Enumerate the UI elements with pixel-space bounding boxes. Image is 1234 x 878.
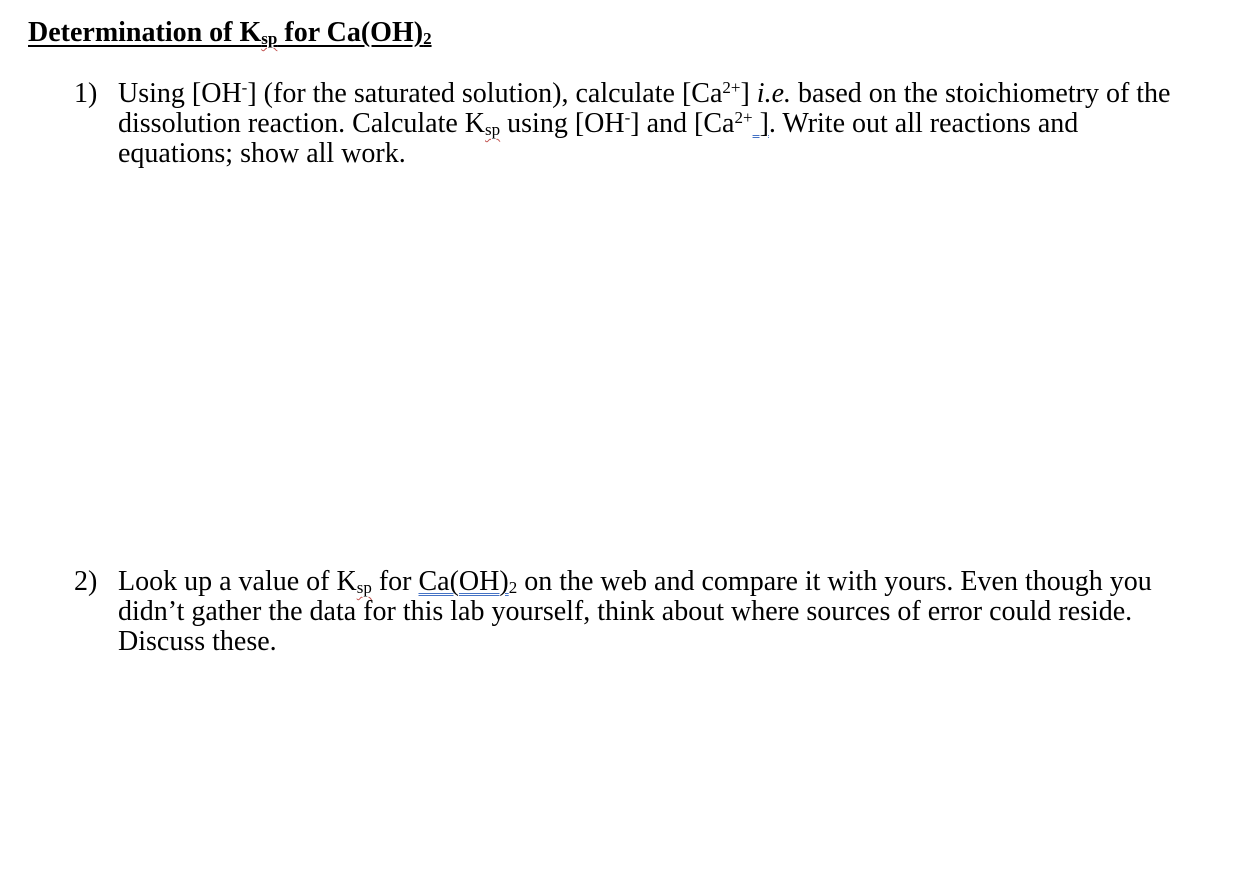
question-2-text	[118, 567, 1184, 657]
title-prefix: Determination of K	[28, 17, 262, 48]
question-2-number: 2)	[74, 566, 98, 597]
q2-text-part: for	[371, 566, 419, 597]
q1-ca-superscript: 2+	[722, 78, 741, 97]
q2-text-part: Look up a value of K	[118, 566, 357, 597]
question-1	[74, 79, 1184, 169]
title-ksp-subscript: sp	[261, 29, 278, 48]
q2-formula: Ca(OH)	[418, 566, 509, 597]
title-middle: for Ca(OH)	[277, 17, 424, 48]
q1-bracket-grammar-flag: ]	[752, 108, 769, 139]
q1-text-part: using [OH	[500, 108, 625, 139]
q1-text-part: ] (for the saturated solution), calculate [Ca	[247, 78, 723, 109]
page-title	[28, 16, 432, 50]
q1-text-part: ] and [Ca	[630, 108, 735, 139]
q1-text-part: Using [OH	[118, 78, 242, 109]
question-1-number: 1)	[74, 78, 98, 109]
q1-ca-superscript-2: 2+	[734, 108, 753, 127]
q1-ie-italic: i.e.	[756, 78, 792, 109]
q2-text-part: on the web and compare it with yours. Even though you didn’t gather the data for this lab yourself, think about where sources of error could reside. Discuss these.	[118, 566, 1152, 657]
q1-oh-superscript: -	[241, 78, 248, 97]
q2-formula-subscript: 2	[508, 578, 518, 597]
q1-ksp-subscript: sp	[485, 120, 501, 139]
q2-ksp-subscript: sp	[356, 578, 372, 597]
q1-oh-superscript-2: -	[624, 108, 631, 127]
q1-text-part: based on the stoichiometry of the dissolution reaction. Calculate K	[118, 78, 1171, 139]
title-formula-subscript: 2	[423, 29, 432, 48]
question-2	[74, 567, 1184, 657]
q1-text-part: ]	[740, 78, 757, 109]
question-1-text	[118, 79, 1184, 169]
q1-text-part: . Write out all reactions and equations; show all work.	[118, 108, 1079, 169]
